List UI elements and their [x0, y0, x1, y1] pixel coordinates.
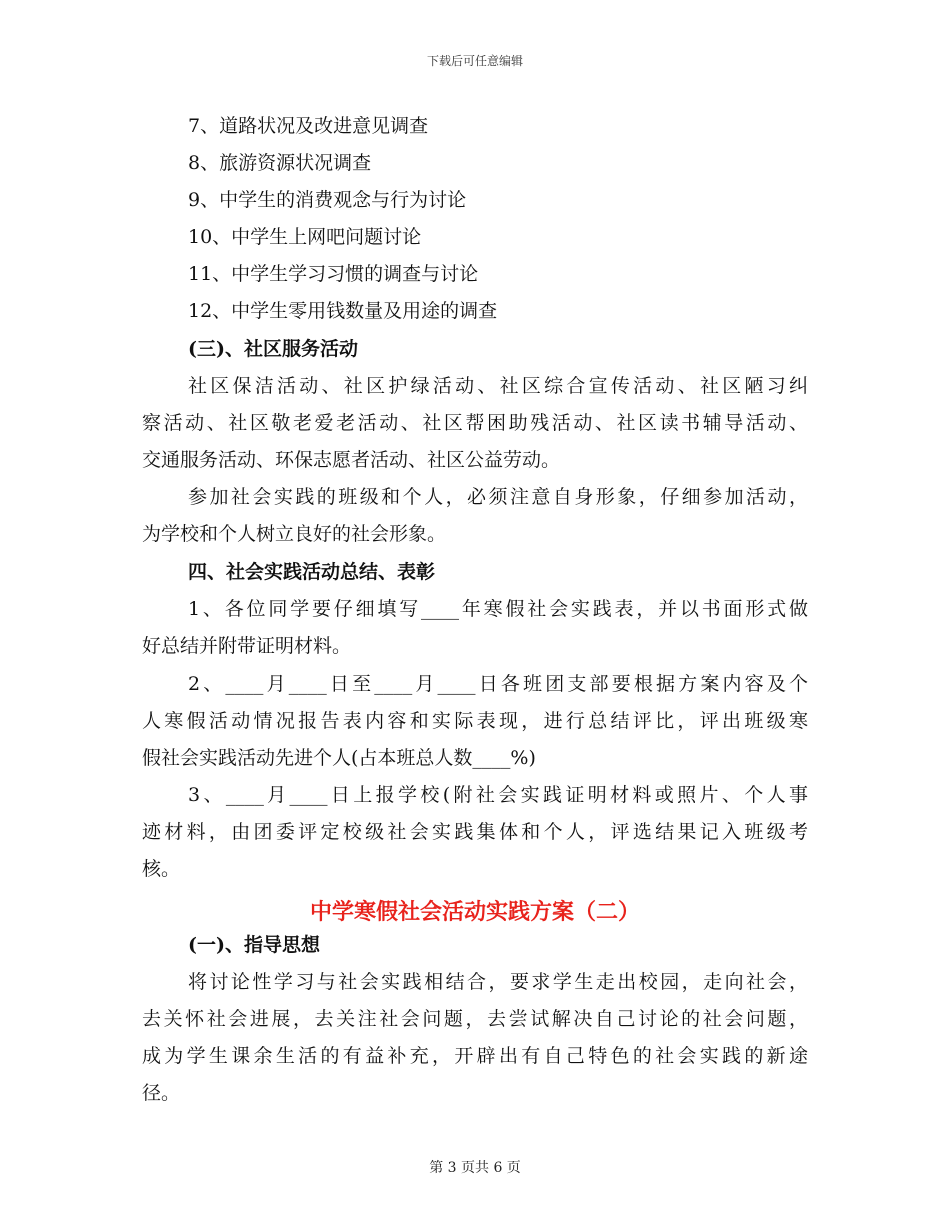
section-heading-guiding-thought: (一)、指导思想	[188, 934, 320, 956]
paragraph-line: 社区保洁活动、社区护绿活动、社区综合宣传活动、社区陋习纠	[188, 375, 808, 397]
list-item: 10、中学生上网吧问题讨论	[188, 226, 422, 248]
paragraph-line: 假社会实践活动先进个人(占本班总人数____%)	[142, 747, 536, 769]
list-item: 9、中学生的消费观念与行为讨论	[188, 189, 467, 211]
paragraph-line: 好总结并附带证明材料。	[142, 635, 352, 657]
paragraph-line: 成为学生课余生活的有益补充，开辟出有自己特色的社会实践的新途	[142, 1045, 808, 1067]
paragraph-line: 参加社会实践的班级和个人，必须注意自身形象，仔细参加活动，	[188, 486, 808, 508]
paragraph-line: 2、____月____日至____月____日各班团支部要根据方案内容及个	[188, 673, 808, 695]
section-heading-community-service: (三)、社区服务活动	[188, 338, 358, 360]
paragraph-line: 交通服务活动、环保志愿者活动、社区公益劳动。	[142, 449, 561, 471]
list-item: 7、道路状况及改进意见调查	[188, 115, 429, 137]
section-heading-summary: 四、社会实践活动总结、表彰	[188, 561, 436, 583]
paragraph-line: 3、____月____日上报学校(附社会实践证明材料或照片、个人事	[188, 784, 808, 806]
list-item: 12、中学生零用钱数量及用途的调查	[188, 300, 498, 322]
list-item: 11、中学生学习习惯的调查与讨论	[188, 263, 479, 285]
paragraph-line: 察活动、社区敬老爱老活动、社区帮困助残活动、社区读书辅导活动、	[142, 412, 808, 434]
list-item: 8、旅游资源状况调查	[188, 152, 372, 174]
paragraph-line: 为学校和个人树立良好的社会形象。	[142, 523, 447, 545]
paragraph-line: 去关怀社会进展，去关注社会问题，去尝试解决自己讨论的社会问题，	[142, 1008, 808, 1030]
page-header: 下载后可任意编辑	[426, 54, 523, 68]
paragraph-line: 迹材料，由团委评定校级社会实践集体和个人，评选结果记入班级考	[142, 821, 808, 843]
paragraph-line: 核。	[142, 858, 181, 880]
paragraph-line: 径。	[142, 1082, 181, 1104]
page-footer: 第 3 页共 6 页	[429, 1160, 521, 1176]
document-title: 中学寒假社会活动实践方案（二）	[309, 899, 640, 925]
paragraph-line: 1、各位同学要仔细填写____年寒假社会实践表，并以书面形式做	[188, 598, 808, 620]
paragraph-line: 将讨论性学习与社会实践相结合，要求学生走出校园，走向社会，	[188, 971, 808, 993]
paragraph-line: 人寒假活动情况报告表内容和实际表现，进行总结评比，评出班级寒	[142, 710, 808, 732]
